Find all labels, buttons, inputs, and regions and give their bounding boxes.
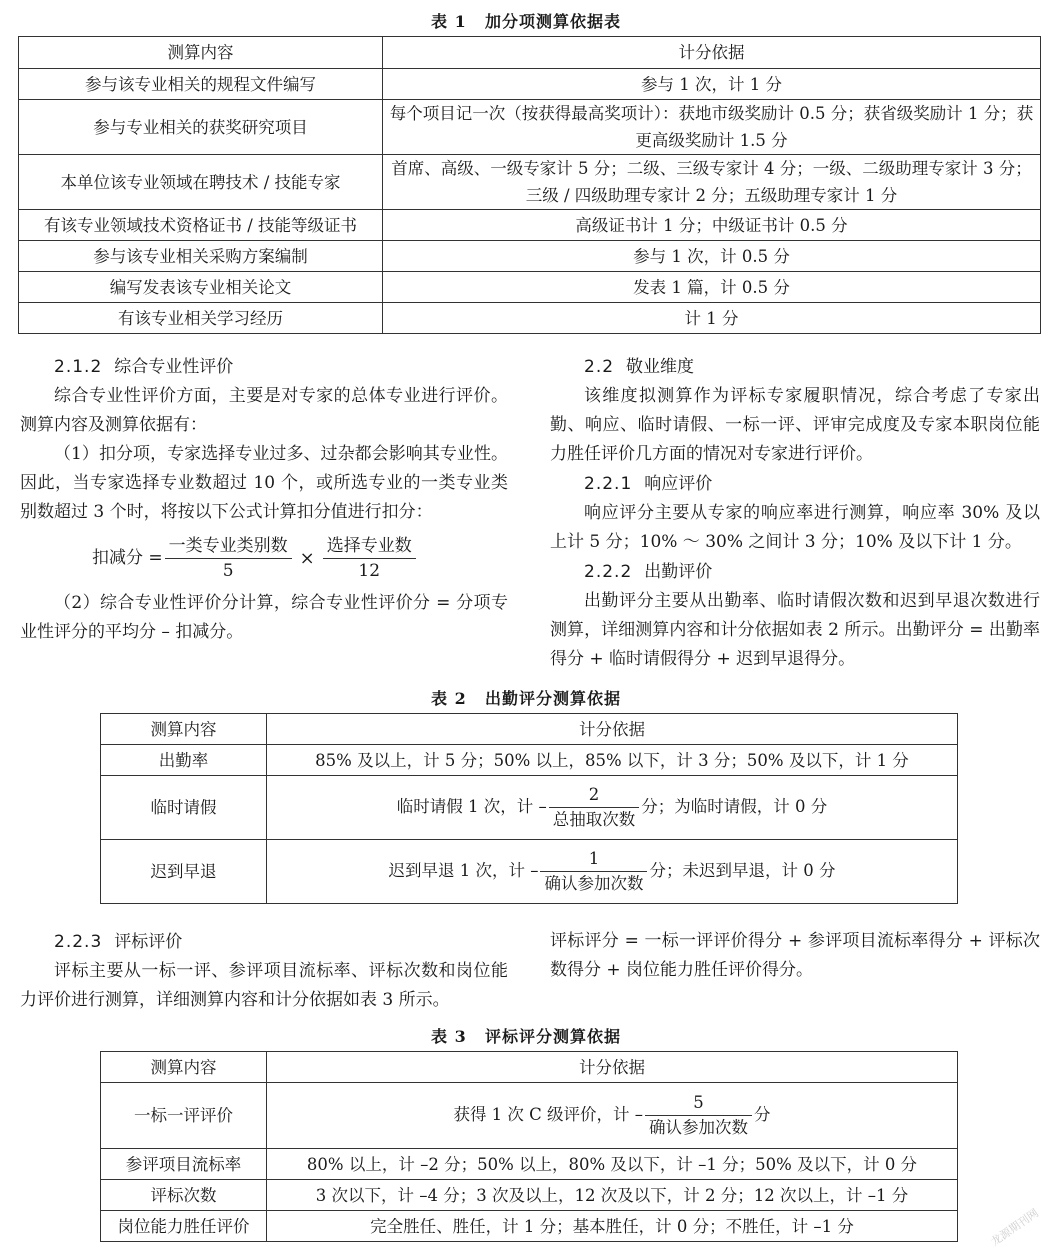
- table-row: [101, 840, 958, 904]
- fraction-denominator: 5: [222, 560, 234, 581]
- fraction-denominator: 确认参加次数: [649, 1118, 749, 1137]
- table-cell: 出勤率: [101, 745, 267, 776]
- fraction-denominator: 总抽取次数: [552, 810, 636, 829]
- table-header-cell: 测算内容: [101, 1052, 267, 1083]
- table3-caption: [0, 1024, 1052, 1047]
- table-cell: 85% 及以上，计 5 分；50% 以上，85% 以下，计 3 分；50% 及以下，计 1 分: [267, 745, 958, 776]
- table-header-row: [101, 714, 958, 745]
- section-number: 2.2.2: [584, 562, 633, 582]
- section-title: 评标评价: [114, 932, 183, 952]
- table-cell: 完全胜任、胜任，计 1 分；基本胜任，计 0 分；不胜任，计 –1 分: [267, 1211, 958, 1242]
- paragraph: （1）扣分项，专家选择专业过多、过杂都会影响其专业性。因此，当专家选择专业数超过 10 个，或所选专业的一类专业类别数超过 3 个时，将按以下公式计算扣分值进行扣分：: [20, 444, 508, 522]
- table1-caption-title: 加分项测算依据表: [484, 12, 621, 31]
- section-number: 2.2: [584, 357, 615, 377]
- table-cell: [267, 840, 958, 904]
- table-header-cell: 计分依据: [267, 1052, 958, 1083]
- paragraph: （2）综合专业性评价分计算，综合专业性评价分 = 分项专业性评分的平均分 – 扣减分。: [20, 593, 508, 642]
- section-title: 出勤评价: [644, 562, 713, 582]
- table-header-row: [101, 1052, 958, 1083]
- table-row: [19, 241, 1041, 272]
- table1-caption: [0, 9, 1052, 32]
- section-heading: [550, 557, 1040, 587]
- table2-caption-title: 出勤评分测算依据: [484, 689, 621, 708]
- fraction-numerator: 一类专业类别数: [165, 534, 292, 559]
- table-row: [101, 776, 958, 840]
- table-cell: 一标一评评价: [101, 1083, 267, 1149]
- table-cell: 参与 1 次，计 1 分: [383, 69, 1041, 100]
- fraction: [165, 534, 292, 583]
- table-cell: 参与 1 次，计 0.5 分: [383, 241, 1041, 272]
- table-cell: 发表 1 篇，计 0.5 分: [383, 272, 1041, 303]
- paragraph: 该维度拟测算作为评标专家履职情况，综合考虑了专家出勤、响应、临时请假、一标一评、评审完成度及专家本职岗位能力胜任评价几方面的情况对专家进行评价。: [550, 386, 1040, 464]
- table-header-cell: 测算内容: [101, 714, 267, 745]
- table-cell: 岗位能力胜任评价: [101, 1211, 267, 1242]
- fraction-numerator: 选择专业数: [323, 534, 416, 559]
- fraction-denominator: 确认参加次数: [544, 874, 644, 893]
- table-cell: [267, 776, 958, 840]
- table-cell: 参评项目流标率: [101, 1149, 267, 1180]
- paragraph: 综合专业性评价方面，主要是对专家的总体专业进行评价。测算内容及测算依据有：: [20, 386, 508, 435]
- table1-caption-num: 表 1: [431, 12, 467, 31]
- fraction: [549, 783, 640, 832]
- section-2-2: [550, 352, 1040, 674]
- table3-caption-title: 评标评分测算依据: [484, 1027, 621, 1046]
- paragraph: 评标评分 = 一标一评评价得分 + 参评项目流标率得分 + 评标次数得分 + 岗位能力胜任评价得分。: [550, 931, 1040, 980]
- fraction-numerator: 5: [645, 1091, 752, 1116]
- table-cell: 80% 以上，计 –2 分；50% 以上，80% 及以下，计 –1 分；50% 及以下，计 0 分: [267, 1149, 958, 1180]
- table-header-cell: 测算内容: [19, 37, 383, 69]
- table-cell: 参与专业相关的获奖研究项目: [19, 100, 383, 155]
- paragraph: 出勤评分主要从出勤率、临时请假次数和迟到早退次数进行测算，详细测算内容和计分依据如表 2 所示。出勤评分 = 出勤率得分 + 临时请假得分 + 迟到早退得分。: [550, 591, 1040, 669]
- table-cell: 临时请假: [101, 776, 267, 840]
- table-row: [19, 303, 1041, 334]
- fraction: [323, 534, 416, 583]
- section-title: 综合专业性评价: [114, 357, 234, 377]
- table-row: [101, 1083, 958, 1149]
- table1: [18, 36, 1041, 334]
- table-row: [101, 1180, 958, 1211]
- formula-lhs: 扣减分 =: [92, 547, 163, 568]
- table-header-row: [19, 37, 1041, 69]
- section-heading: [20, 927, 508, 957]
- table-cell: 评标次数: [101, 1180, 267, 1211]
- table-row: [19, 210, 1041, 241]
- section-number: 2.1.2: [54, 357, 103, 377]
- table-header-cell: 计分依据: [267, 714, 958, 745]
- section-heading: [20, 352, 508, 382]
- table-cell: 本单位该专业领域在聘技术 / 技能专家: [19, 155, 383, 210]
- cell-text: 获得 1 次 C 级评价，计 –: [453, 1105, 644, 1124]
- table-cell: 有该专业相关学习经历: [19, 303, 383, 334]
- table-cell: 迟到早退: [101, 840, 267, 904]
- section-2-2-3: [20, 927, 508, 1015]
- section-heading: [550, 352, 1040, 382]
- fraction-numerator: 1: [540, 847, 647, 872]
- table-cell: 首席、高级、一级专家计 5 分；二级、三级专家计 4 分；一级、二级助理专家计 3 分；三级 / 四级助理专家计 2 分；五级助理专家计 1 分: [383, 155, 1041, 210]
- table-cell: 计 1 分: [383, 303, 1041, 334]
- table-row: [101, 1211, 958, 1242]
- table2-caption: [0, 686, 1052, 709]
- bid-score-formula: [550, 927, 1040, 985]
- table-cell: 3 次以下，计 –4 分；3 次及以上，12 次及以下，计 2 分；12 次以上，计 –1 分: [267, 1180, 958, 1211]
- table-row: [19, 272, 1041, 303]
- cell-text: 迟到早退 1 次，计 –: [388, 861, 539, 880]
- table-cell: 有该专业领域技术资格证书 / 技能等级证书: [19, 210, 383, 241]
- fraction: [645, 1091, 752, 1140]
- fraction-numerator: 2: [549, 783, 640, 808]
- formula-operator: ×: [299, 547, 315, 569]
- table-cell: 高级证书计 1 分；中级证书计 0.5 分: [383, 210, 1041, 241]
- cell-text: 分；未迟到早退，计 0 分: [649, 861, 836, 880]
- paragraph: 评标主要从一标一评、参评项目流标率、评标次数和岗位能力评价进行测算，详细测算内容和计分依据如表 3 所示。: [20, 961, 508, 1010]
- table-row: [101, 745, 958, 776]
- table-row: [19, 100, 1041, 155]
- fraction: [540, 847, 647, 896]
- table3: [100, 1051, 958, 1242]
- table-header-cell: 计分依据: [383, 37, 1041, 69]
- table2-caption-num: 表 2: [431, 689, 467, 708]
- table-cell: 参与该专业相关采购方案编制: [19, 241, 383, 272]
- fraction-denominator: 12: [358, 560, 381, 581]
- deduction-formula: [20, 527, 508, 589]
- section-title: 敬业维度: [626, 357, 695, 377]
- cell-text: 临时请假 1 次，计 –: [396, 797, 547, 816]
- table-cell: [267, 1083, 958, 1149]
- table-row: [19, 155, 1041, 210]
- table-cell: 参与该专业相关的规程文件编写: [19, 69, 383, 100]
- table-cell: 编写发表该专业相关论文: [19, 272, 383, 303]
- table3-caption-num: 表 3: [431, 1027, 467, 1046]
- table-row: [19, 69, 1041, 100]
- table-row: [101, 1149, 958, 1180]
- cell-text: 分；为临时请假，计 0 分: [641, 797, 828, 816]
- watermark: 龙源期刊网: [988, 1206, 1042, 1249]
- cell-text: 分: [754, 1105, 771, 1124]
- section-number: 2.2.3: [54, 932, 103, 952]
- table2: [100, 713, 958, 904]
- section-title: 响应评价: [644, 474, 713, 494]
- section-number: 2.2.1: [584, 474, 633, 494]
- table-cell: 每个项目记一次（按获得最高奖项计）：获地市级奖励计 0.5 分；获省级奖励计 1 分；获更高级奖励计 1.5 分: [383, 100, 1041, 155]
- section-2-1-2: [20, 352, 508, 647]
- section-heading: [550, 469, 1040, 499]
- paragraph: 响应评分主要从专家的响应率进行测算，响应率 30% 及以上计 5 分；10% ～ 30% 之间计 3 分；10% 及以下计 1 分。: [550, 503, 1040, 552]
